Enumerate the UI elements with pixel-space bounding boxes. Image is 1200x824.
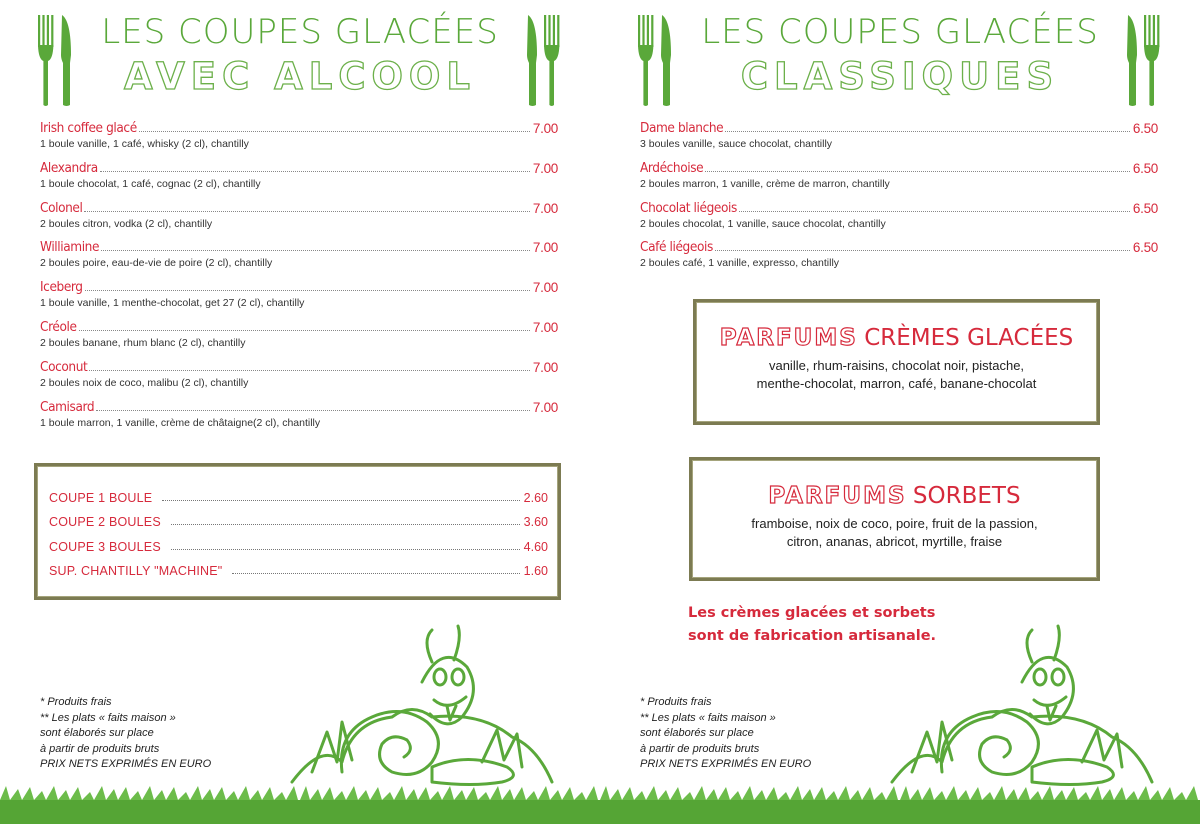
item-description: 2 boules chocolat, 1 vanille, sauce chocolat, chantilly [640,217,886,230]
box-price: 3.60 [523,515,548,529]
box-price: 1.60 [523,564,548,578]
item-price: 7.00 [532,319,558,335]
footnote-line: ** Les plats « faits maison » [640,711,776,724]
sorbet-flavours-box [689,457,1100,581]
page-title: LES COUPES GLACÉES [101,12,499,52]
fork-knife-icon [38,15,74,107]
item-description: 3 boules vanille, sauce chocolat, chantilly [640,138,833,150]
item-name: Irish coffee glacé [40,120,137,136]
flavours-list [692,515,1097,551]
menu-item [40,353,558,393]
item-name: Ardéchoise [640,159,704,176]
box-price: 4.60 [523,539,548,554]
item-price: 6.50 [1132,160,1158,176]
page-subtitle: CLASSIQUES [740,55,1060,98]
flavours-title-outline: PARFUMS [768,483,907,509]
item-price: 7.00 [532,280,558,296]
footnote-line: à partir de produits bruts [40,742,160,755]
menu-item [640,233,1158,273]
footnote-line: PRIX NETS EXPRIMÉS EN EURO [40,758,212,770]
footnote-line: sont élaborés sur place [640,727,754,739]
box-row [49,529,548,554]
item-description: 2 boules café, 1 vanille, expresso, chantilly [640,257,840,270]
flavours-line: vanille, rhum-raisins, chocolat noir, pistache, [768,358,1025,373]
item-price: 7.00 [532,160,558,176]
item-price: 6.50 [1132,240,1158,256]
menu-item [40,154,558,194]
item-price: 7.00 [532,399,558,415]
item-price: 6.50 [1132,121,1158,136]
item-price: 7.00 [532,200,558,216]
footnote-line: * Produits frais [40,696,112,708]
fork-knife-icon [638,15,674,107]
item-name: Dame blanche [640,120,724,136]
item-name: Coconut [40,358,88,375]
box-label: COUPE 1 BOULE [49,490,153,505]
item-price: 7.00 [532,240,558,256]
artisan-line: sont de fabrication artisanale. [688,628,937,644]
item-name: Iceberg [40,279,83,296]
box-label: COUPE 3 BOULES [49,539,161,554]
flavours-title-solid: SORBETS [912,483,1021,509]
item-description: 2 boules marron, 1 vanille, crème de marron, chantilly [640,177,890,190]
flavours-line: citron, ananas, abricot, myrtille, fraise [786,534,1003,549]
menu-item [640,154,1158,194]
flavours-title-outline: PARFUMS [719,325,858,351]
item-name: Williamine [40,239,100,256]
snail-illustration [282,622,572,792]
menu-item [640,114,1158,154]
menu-item [40,393,558,433]
page-subtitle: AVEC ALCOOL [124,55,476,98]
footnotes [40,695,211,773]
item-name: Café liégeois [640,239,713,256]
knife-fork-icon [1126,15,1162,107]
item-description: 2 boules poire, eau-de-vie de poire (2 cl), chantilly [40,257,273,270]
item-description: 2 boules banane, rhum blanc (2 cl), chantilly [40,336,246,349]
box-row [49,505,548,530]
footnotes [640,695,811,773]
flavours-title [692,482,1097,509]
menu-list [640,114,1158,273]
footnote-line: ** Les plats « faits maison » [40,711,176,724]
artisan-line: Les crèmes glacées et sorbets [688,605,936,621]
flavours-line: menthe-chocolat, marron, café, banane-chocolat [756,376,1037,391]
item-name: Créole [40,318,77,335]
menu-item [40,233,558,273]
item-price: 6.50 [1132,200,1158,216]
page-title: LES COUPES GLACÉES [701,12,1099,52]
scoop-price-box [34,463,561,600]
flavours-title-solid: CRÈMES GLACÉES [864,325,1074,351]
snail-illustration [882,622,1172,792]
grass-border [0,786,1200,824]
item-description: 1 boule marron, 1 vanille, crème de châtaigne(2 cl), chantilly [40,416,321,429]
item-price: 7.00 [532,121,558,136]
item-description: 2 boules citron, vodka (2 cl), chantilly [40,217,213,230]
box-row [49,554,548,579]
footnote-line: à partir de produits bruts [640,742,760,755]
item-description: 1 boule vanille, 1 café, whisky (2 cl), chantilly [40,138,249,150]
item-description: 1 boule chocolat, 1 café, cognac (2 cl), chantilly [40,177,261,190]
right-page [600,0,1200,824]
footnote-line: PRIX NETS EXPRIMÉS EN EURO [640,758,812,770]
cream-flavours-box [693,299,1100,425]
menu-list [40,114,558,432]
item-name: Alexandra [40,159,98,176]
item-description: 2 boules noix de coco, malibu (2 cl), chantilly [40,376,249,389]
menu-item [640,194,1158,234]
item-name: Chocolat liégeois [640,199,737,216]
item-description: 1 boule vanille, 1 menthe-chocolat, get 27 (2 cl), chantilly [40,297,305,310]
item-name: Camisard [40,398,95,415]
footnote-line: * Produits frais [640,696,712,708]
menu-item [40,114,558,154]
flavours-line: framboise, noix de coco, poire, fruit de la passion, [751,516,1038,531]
box-label: COUPE 2 BOULES [49,515,161,529]
menu-item [40,194,558,234]
menu-item [40,273,558,313]
footnote-line: sont élaborés sur place [40,727,154,739]
box-price: 2.60 [523,490,548,505]
item-name: Colonel [40,199,83,216]
item-price: 7.00 [532,359,558,375]
menu-item [40,313,558,353]
box-row [49,480,548,505]
flavours-list [696,357,1097,393]
knife-fork-icon [526,15,562,107]
flavours-title [696,324,1097,351]
box-label: SUP. CHANTILLY "MACHINE" [49,564,223,578]
